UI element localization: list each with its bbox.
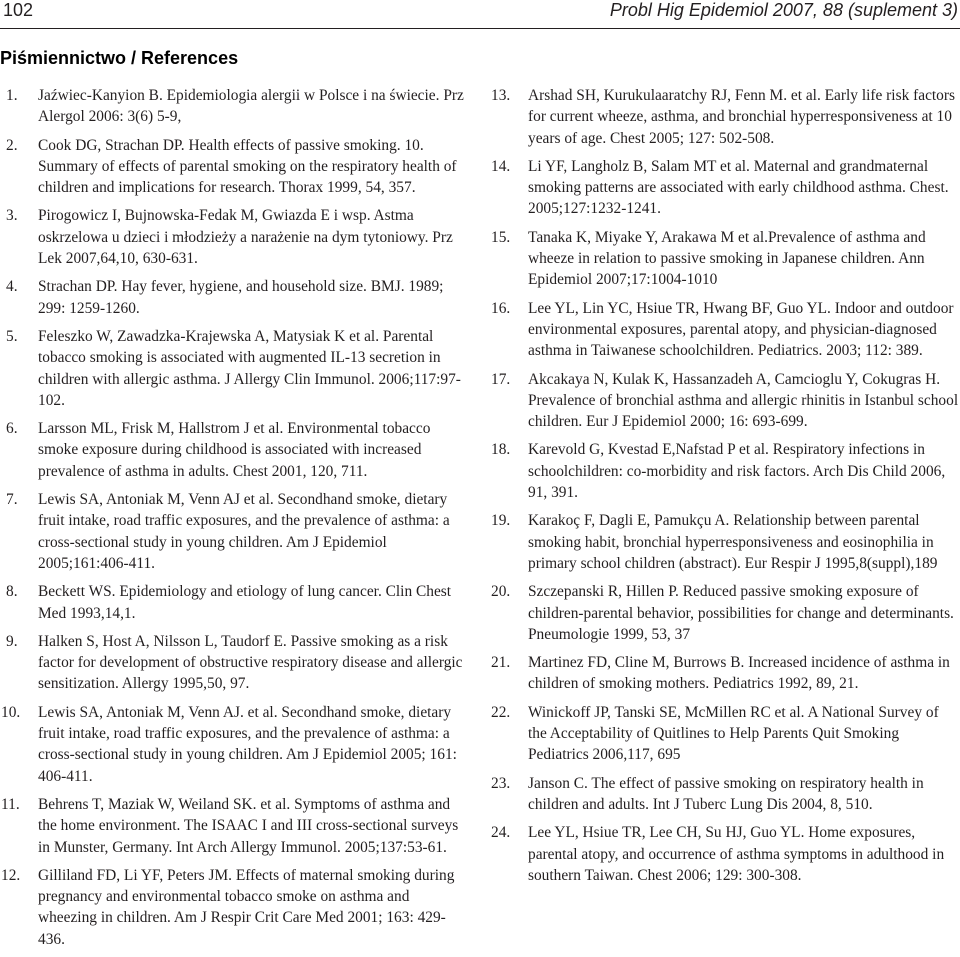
reference-text: Lewis SA, Antoniak M, Venn AJ. et al. Secondhand smoke, dietary fruit intake, road traffic exposures, and the prevalence of asthma: a cross-sectional study in young children. Am J Epidemiol 2005; 161: 406-411. xyxy=(38,703,457,785)
reference-text: Martinez FD, Cline M, Burrows B. Increased incidence of asthma in children of smoking mothers. Pediatrics 1992, 89, 21. xyxy=(528,654,950,693)
reference-number: 15. xyxy=(491,228,511,246)
reference-text: Pirogowicz I, Bujnowska-Fedak M, Gwiazda E i wsp. Astma oskrzelowa u dzieci i młodzieży a narażenie na dym tytoniowy. Prz Lek 2007,64,10, 630-631. xyxy=(38,207,453,268)
reference-text: Behrens T, Maziak W, Weiland SK. et al. Symptoms of asthma and the home environment. The ISAAC I and III cross-sectional surveys in Munster, Germany. Int Arch Allergy Immunol. 2005;137:53-61. xyxy=(38,795,459,856)
reference-number: 3. xyxy=(6,207,18,225)
reference-text: Winickoff JP, Tanski SE, McMillen RC et al. A National Survey of the Acceptability of Quitlines to Help Parents Quit Smoking Pediatrics 2006,117, 695 xyxy=(528,703,939,764)
reference-item xyxy=(0,326,472,411)
reference-text: Cook DG, Strachan DP. Health effects of passive smoking. 10. Summary of effects of parental smoking on the respiratory health of children and implications for research. Thorax 1999, 54, 357. xyxy=(38,136,457,197)
reference-number: 10. xyxy=(1,703,21,721)
reference-number: 4. xyxy=(6,278,18,296)
reference-item xyxy=(490,85,960,149)
reference-item xyxy=(0,85,472,128)
reference-number: 21. xyxy=(491,654,511,672)
reference-item xyxy=(490,439,960,503)
reference-item xyxy=(490,369,960,433)
reference-number: 11. xyxy=(1,795,20,813)
reference-item xyxy=(490,227,960,291)
reference-text: Li YF, Langholz B, Salam MT et al. Maternal and grandmaternal smoking patterns are associated with early childhood asthma. Chest. 2005;127:1232-1241. xyxy=(528,157,949,218)
reference-text: Jaźwiec-Kanyion B. Epidemiologia alergii w Polsce i na świecie. Prz Alergol 2006: 3(6) 5-9, xyxy=(38,87,464,126)
reference-text: Lewis SA, Antoniak M, Venn AJ et al. Secondhand smoke, dietary fruit intake, road traffic exposures, and the prevalence of asthma: a cross-sectional study in young children. Am J Epidemiol 2005;161:406-411. xyxy=(38,491,450,572)
reference-number: 16. xyxy=(491,299,511,317)
reference-number: 24. xyxy=(491,824,511,842)
reference-number: 17. xyxy=(491,370,511,388)
reference-item xyxy=(0,631,472,695)
reference-text: Larsson ML, Frisk M, Hallstrom J et al. Environmental tobacco smoke exposure during childhood is associated with increased prevalence of asthma in adults. Chest 2001, 120, 711. xyxy=(38,420,431,480)
reference-text: Tanaka K, Miyake Y, Arakawa M et al.Prevalence of asthma and wheeze in relation to passive smoking in Japanese children. Ann Epidemiol 2007;17:1004-1010 xyxy=(528,228,926,289)
reference-item xyxy=(490,702,960,766)
reference-number: 9. xyxy=(6,632,18,650)
reference-number: 22. xyxy=(491,703,511,721)
reference-item xyxy=(490,773,960,816)
reference-number: 1. xyxy=(6,87,18,104)
reference-text: Szczepanski R, Hillen P. Reduced passive smoking exposure of children-parental behavior, possibilities for change and determinants. Pneumologie 1999, 53, 37 xyxy=(528,583,954,643)
reference-item xyxy=(490,581,960,645)
reference-number: 6. xyxy=(6,420,18,438)
reference-number: 5. xyxy=(6,327,18,345)
reference-number: 2. xyxy=(6,136,18,154)
page-header xyxy=(0,0,960,29)
reference-item xyxy=(0,702,472,787)
reference-number: 18. xyxy=(491,441,511,459)
reference-text: Beckett WS. Epidemiology and etiology of lung cancer. Clin Chest Med 1993,14,1. xyxy=(38,583,452,622)
reference-item xyxy=(0,794,472,858)
reference-text: Arshad SH, Kurukulaaratchy RJ, Fenn M. et al. Early life risk factors for current wheeze, asthma, and bronchial hyperresponsiveness at 10 years of age. Chest 2005; 127: 502-508. xyxy=(528,87,955,147)
reference-text: Gilliland FD, Li YF, Peters JM. Effects of maternal smoking during pregnancy and environmental tobacco smoke on asthma and wheezing in children. Am J Respir Crit Care Med 2001; 163: 429-436. xyxy=(38,866,455,948)
reference-number: 14. xyxy=(491,157,511,175)
reference-text: Halken S, Host A, Nilsson L, Taudorf E. Passive smoking as a risk factor for development of obstructive respiratory disease and allergic sensitization. Allergy 1995,50, 97. xyxy=(38,632,463,693)
reference-text: Feleszko W, Zawadzka-Krajewska A, Matysiak K et al. Parental tobacco smoking is associated with augmented IL-13 secretion in children with allergic asthma. J Allergy Clin Immunol. 2006;117:97-102. xyxy=(38,327,461,409)
reference-number: 12. xyxy=(1,866,21,884)
reference-number: 19. xyxy=(491,512,511,530)
page-number: 102 xyxy=(3,0,34,20)
reference-number: 7. xyxy=(6,491,18,509)
reference-item xyxy=(0,135,472,199)
reference-number: 8. xyxy=(6,583,18,601)
references-heading: Piśmiennictwo / References xyxy=(0,48,239,68)
reference-number: 23. xyxy=(491,774,511,792)
reference-text: Karevold G, Kvestad E,Nafstad P et al. Respiratory infections in schoolchildren: co-morbidity and risk factors. Arch Dis Child 2006, 91, 391. xyxy=(528,441,946,502)
journal-citation: Probl Hig Epidemiol 2007, 88 (suplement 3) xyxy=(609,0,958,20)
references-right-column xyxy=(490,85,960,893)
reference-item xyxy=(490,298,960,362)
reference-text: Strachan DP. Hay fever, hygiene, and household size. BMJ. 1989; 299: 1259-1260. xyxy=(38,278,444,317)
reference-item xyxy=(490,822,960,886)
reference-item xyxy=(0,489,472,574)
reference-text: Lee YL, Lin YC, Hsiue TR, Hwang BF, Guo YL. Indoor and outdoor environmental exposures, parental atopy, and physician-diagnosed asthma in Taiwanese schoolchildren. Pediatrics. 2003; 112: 389. xyxy=(528,299,954,360)
reference-item xyxy=(490,510,960,574)
reference-item xyxy=(0,205,472,269)
reference-number: 20. xyxy=(491,583,511,601)
reference-text: Karakoç F, Dagli E, Pamukçu A. Relationship between parental smoking habit, bronchial hyperresponsiveness and eosinophilia in primary school children (abstract). Eur Respir J 1995,8(suppl),189 xyxy=(528,512,938,572)
reference-item xyxy=(0,581,472,624)
reference-item xyxy=(0,276,472,319)
reference-number: 13. xyxy=(491,87,511,104)
reference-item xyxy=(490,156,960,220)
reference-text: Akcakaya N, Kulak K, Hassanzadeh A, Camcioglu Y, Cokugras H. Prevalence of bronchial asthma and allergic rhinitis in Istanbul school children. Eur J Epidemiol 2000; 16: 693-699. xyxy=(528,370,959,431)
reference-item xyxy=(490,652,960,695)
reference-item xyxy=(0,865,472,950)
reference-text: Janson C. The effect of passive smoking on respiratory health in children and adults. Int J Tuberc Lung Dis 2004, 8, 510. xyxy=(528,774,924,813)
reference-text: Lee YL, Hsiue TR, Lee CH, Su HJ, Guo YL. Home exposures, parental atopy, and occurrence of asthma symptoms in adulthood in southern Taiwan. Chest 2006; 129: 300-308. xyxy=(528,824,945,884)
references-left-column xyxy=(0,85,472,957)
reference-item xyxy=(0,418,472,482)
